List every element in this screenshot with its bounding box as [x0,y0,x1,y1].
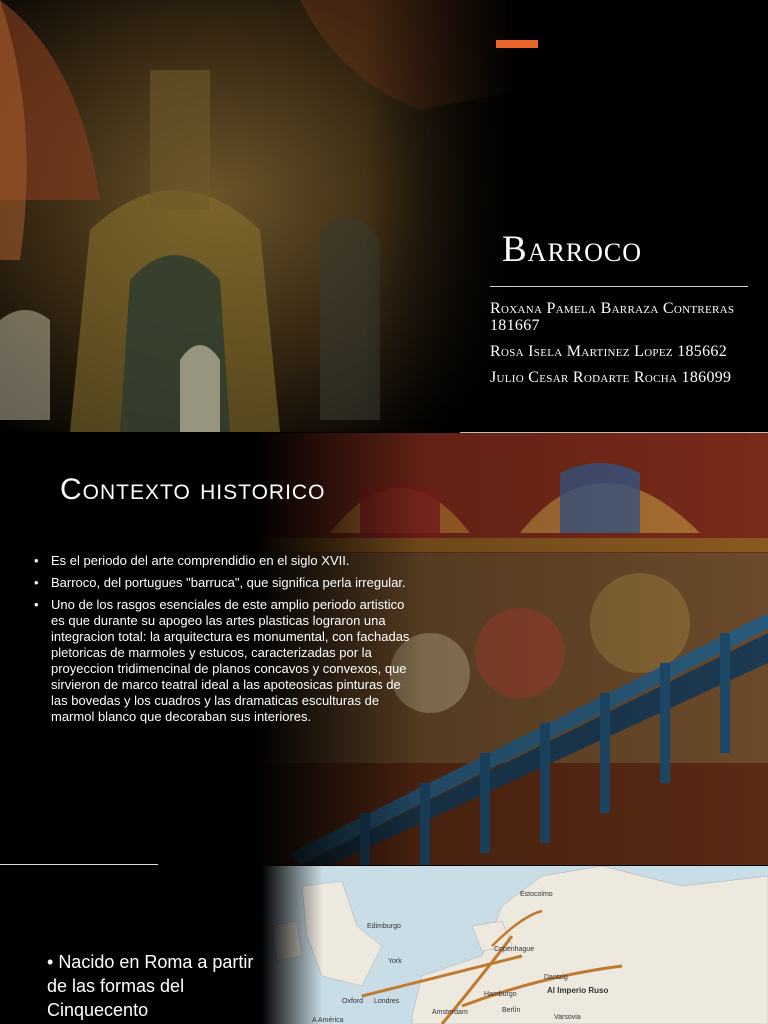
europe-map-image [262,866,768,1024]
slide-divider [0,864,158,865]
origin-slide [0,866,768,1024]
bullet-item: • Es el periodo del arte comprendidio en el siglo XVII. [34,553,410,569]
author-item: Roxana Pamela Barraza Contreras 181667 [490,300,735,334]
bullet-item: • Barroco, del portugues "barruca", que significa perla irregular. [34,575,410,591]
title-divider [490,286,748,287]
author-item: Julio Cesar Rodarte Rocha 186099 [490,369,732,386]
slide-title: Contexto historico [60,473,326,506]
bullet-list [47,950,277,1022]
bullet-list [34,553,410,731]
author-item: Rosa Isela Martinez Lopez 185662 [490,343,727,360]
orange-accent-bar [496,40,538,48]
bullet-item: • Uno de los rasgos esenciales de este amplio periodo artistico es que durante su apogeo las artes plasticas lograron una integracion total: la arquitectura es monumental, con fachadas pletoricas de marmoles y estucos, caracterizadas por la proyeccion tridimencinal de planos concavos y convexos, que sirvieron de marco teatral ideal a las apoteosicas pinturas de las bovedas y los cuadros y las dramaticas esculturas de marmol blanco que decoraban sus interiores. [34,597,410,725]
slide-title: Barroco [502,229,643,270]
cathedral-interior-image [0,0,520,432]
bullet-item: • Nacido en Roma a partir de las formas del Cinquecento [47,950,277,1022]
title-slide [0,0,768,432]
author-list [490,300,760,395]
context-slide [0,433,768,865]
